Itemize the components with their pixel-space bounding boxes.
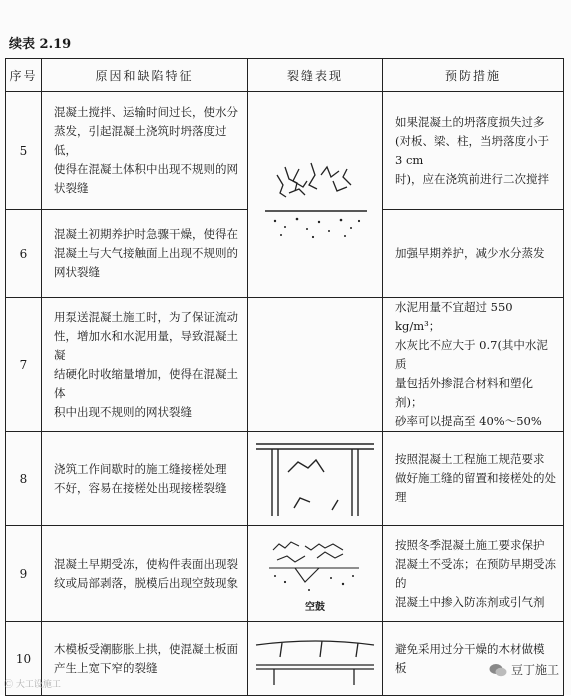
row-cause: 用泵送混凝土施工时，为了保证流动 性，增加水和水泥用量，导致混凝土凝 结硬化时收缩量增加，使得在混凝土体 积中出现不规则的网状裂缝	[42, 298, 248, 432]
row-prevent: 加强早期养护，减少水分蒸发	[383, 210, 564, 298]
row-cause: 混凝土早期受冻，使构件表面出现裂 纹或局部剥落，脱模后出现空鼓现象	[42, 526, 248, 622]
row-prevent: 避免采用过分干燥的木材做模 板	[383, 622, 564, 696]
network-crack-diagram	[255, 135, 375, 255]
watermark-right-text: 豆丁施工	[510, 663, 559, 677]
table-caption: 续表 2.19	[9, 37, 72, 52]
wechat-logo-icon	[489, 663, 507, 677]
table-header-row	[6, 59, 564, 92]
crack-figure-formwork	[248, 622, 383, 696]
frost-spalling-diagram	[255, 534, 375, 596]
row-no: 6	[6, 210, 42, 298]
row-no: 5	[6, 92, 42, 210]
header-crack: 裂缝表现	[248, 59, 383, 92]
row-no: 9	[6, 526, 42, 622]
row-cause: 混凝土搅拌、运输时间过长，使水分 蒸发，引起混凝土浇筑时坍落度过低， 使得在混凝土体积中出现不规则的网 状裂缝	[42, 92, 248, 210]
crack-figure-frost	[248, 526, 383, 622]
header-prevent: 预防措施	[383, 59, 564, 92]
defect-table	[5, 58, 564, 696]
table-row	[6, 298, 564, 432]
row-no: 7	[6, 298, 42, 432]
row-no: 10	[6, 622, 42, 696]
table-row	[6, 432, 564, 526]
row-cause: 混凝土初期养护时急骤干燥，使得在 混凝土与大气接触面上出现不规则的 网状裂缝	[42, 210, 248, 298]
table-row	[6, 526, 564, 622]
formwork-crack-diagram	[254, 631, 376, 687]
header-no: 序号	[6, 59, 42, 92]
table-row	[6, 92, 564, 210]
joint-crack-diagram	[254, 436, 376, 522]
row-prevent: 按照混凝土工程施工规范要求 做好施工缝的留置和接槎处的处 理	[383, 432, 564, 526]
crack-figure-label: 空鼓	[305, 602, 325, 613]
table-row	[6, 622, 564, 696]
row-prevent: 水泥用量不宜超过 550 kg/m³； 水灰比不应大于 0.7(其中水泥质 量包括外掺混合材料和塑化剂)； 砂率可以提高至 40%～50%	[383, 298, 564, 432]
watermark-left: Ⓒ 大工设施工	[4, 680, 61, 690]
row-no: 8	[6, 432, 42, 526]
row-cause: 浇筑工作间歇时的施工缝接槎处理 不好，容易在接槎处出现接槎裂缝	[42, 432, 248, 526]
row-prevent: 按照冬季混凝土施工要求保护 混凝土不受冻；在预防早期受冻的 混凝土中掺入防冻剂或引气剂	[383, 526, 564, 622]
header-cause: 原因和缺陷特征	[42, 59, 248, 92]
crack-figure-network	[248, 92, 383, 298]
row-prevent: 如果混凝土的坍落度损失过多 (对板、梁、柱，当坍落度小于 3 cm 时)，应在浇筑前进行二次搅拌	[383, 92, 564, 210]
crack-figure-joint	[248, 432, 383, 526]
watermark-right	[489, 661, 559, 678]
row-cause: 木模板受潮膨胀上拱，使混凝土板面 产生上宽下窄的裂缝	[42, 622, 248, 696]
crack-figure-empty	[248, 298, 383, 432]
